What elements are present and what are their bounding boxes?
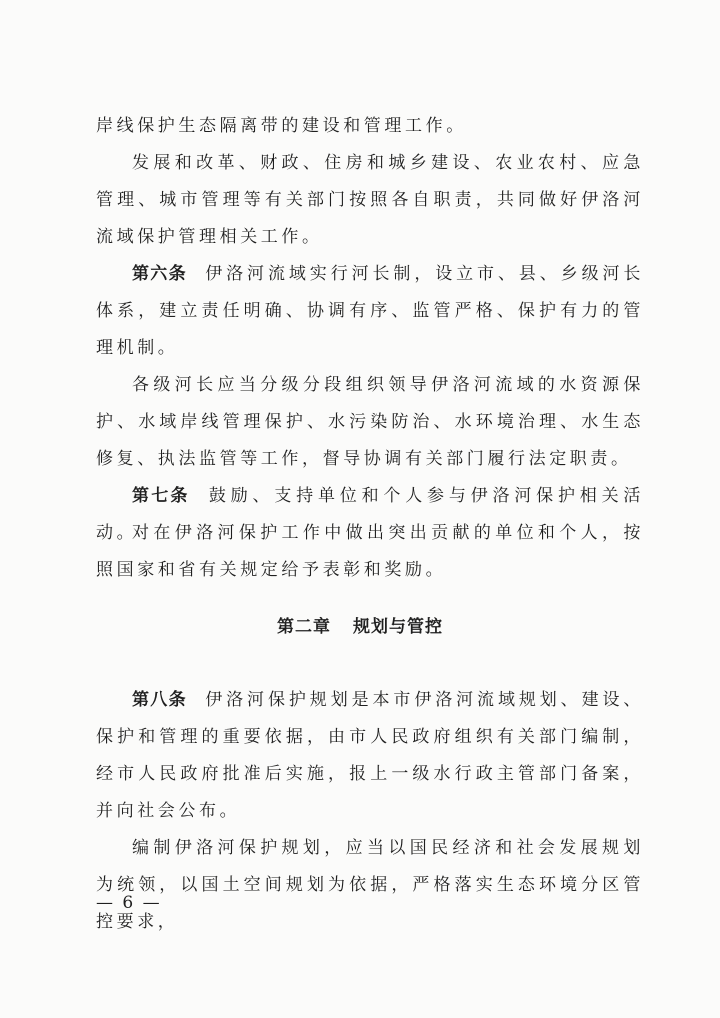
paragraph-8: [96, 830, 644, 941]
page-number: — 6 —: [96, 893, 162, 913]
chapter-number: 第二章: [277, 617, 331, 637]
article-number: 第八条: [132, 690, 187, 710]
paragraph-text: 伊洛河保护规划是本市伊洛河流域规划、建设、保护和管理的重要依据，由市人民政府组织有关部门编制，经市人民政府批准后实施，报上一级水行政主管部门备案，并向社会公布。: [96, 690, 645, 821]
paragraph-6: [96, 515, 644, 589]
paragraph-text: 发展和改革、财政、住房和城乡建设、农业农村、应急管理、城市管理等有关部门按照各自职责，共同做好伊洛河流域保护管理相关工作。: [96, 153, 644, 247]
article-number: 第六条: [132, 264, 187, 284]
paragraph-2: [96, 145, 644, 256]
paragraph-text: 编制伊洛河保护规划，应当以国民经济和社会发展规划为统领，以国土空间规划为依据，严格落实生态环境分区管控要求，: [96, 838, 644, 932]
chapter-title: 规划与管控: [353, 617, 443, 637]
paragraph-1: [96, 108, 644, 145]
paragraph-text: 鼓励、支持单位和个人参与伊洛河保护相关活动。: [96, 486, 645, 543]
paragraph-text: 对在伊洛河保护工作中做出突出贡献的单位和个人，按照国家和省有关规定给予表彰和奖励。: [96, 523, 644, 580]
article-8: [96, 682, 644, 830]
paragraph-text: 岸线保护生态隔离带的建设和管理工作。: [96, 116, 467, 136]
paragraph-4: [96, 367, 644, 478]
article-6: [96, 256, 644, 367]
paragraph-text: 伊洛河流域实行河长制，设立市、县、乡级河长体系，建立责任明确、协调有序、监管严格、保护有力的管理机制。: [96, 264, 645, 358]
paragraph-text: 各级河长应当分级分段组织领导伊洛河流域的水资源保护、水域岸线管理保护、水污染防治、水环境治理、水生态修复、执法监管等工作，督导协调有关部门履行法定职责。: [96, 375, 644, 469]
article-number: 第七条: [132, 486, 190, 506]
chapter-heading: [0, 612, 720, 637]
